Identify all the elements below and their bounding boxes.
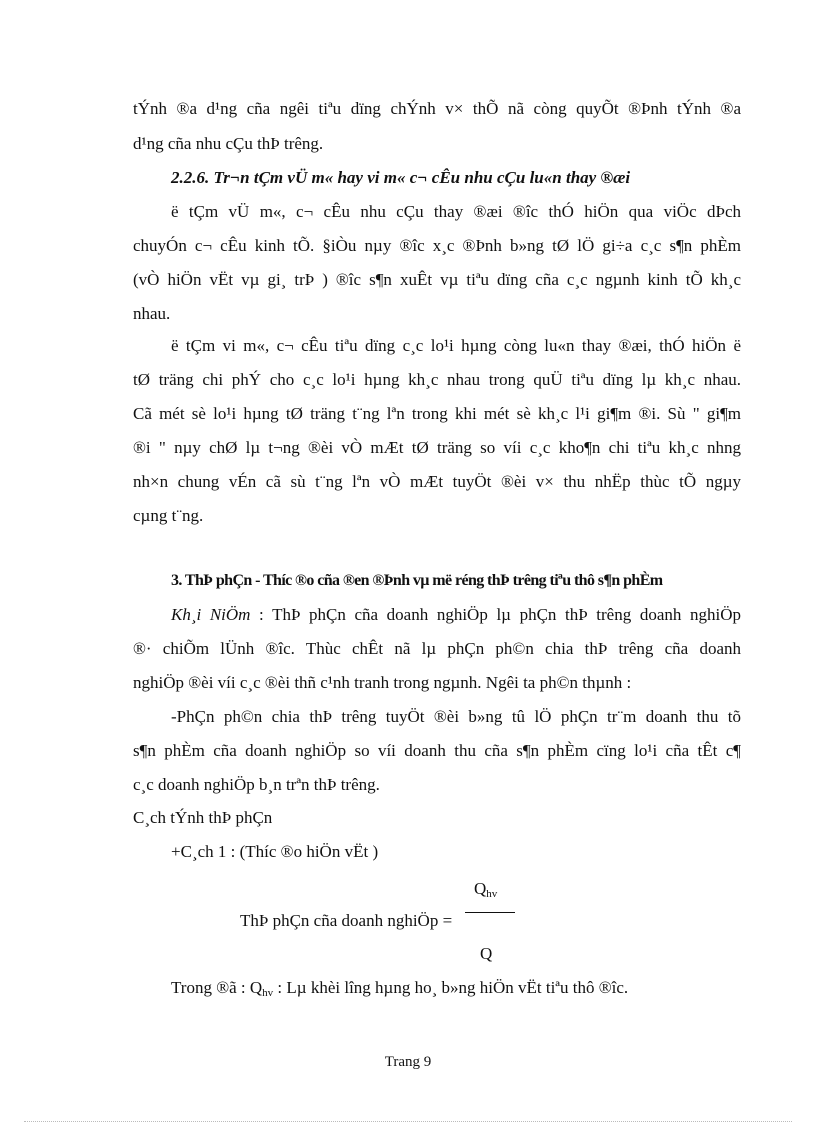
paragraph-line — [171, 977, 628, 1004]
paragraph-line: ®· chiÕm lÜnh ®îc. Thùc chÊt nã lµ phÇn ph©n chia thÞ trêng cña doanh — [133, 639, 741, 658]
page-number: Trang 9 — [384, 1054, 432, 1070]
formula-numerator-subscript: hv — [486, 888, 498, 900]
paragraph-line: nhau. — [133, 304, 171, 323]
paragraph-line: chuyÓn c¬ cÊu kinh tÕ. §iÒu nµy ®îc x¸c ®Þnh b»ng tØ lÖ gi÷a c¸c s¶n phÈm — [133, 236, 741, 255]
definition-text: : ThÞ phÇn cña doanh nghiÖp lµ phÇn thÞ trêng doanh nghiÖp — [250, 605, 741, 624]
section-heading-3: 3. ThÞ phÇn - Thíc ®o cña ®en ®Þnh vµ më réng thÞ trêng tiªu thô s¶n phÈm — [171, 572, 663, 589]
formula-numerator-symbol: Q — [474, 879, 487, 898]
paragraph-line: cµng t¨ng. — [133, 506, 204, 525]
paragraph-line: ë tÇm vÜ m«, c¬ cÊu nhu cÇu thay ®æi ®îc thÓ hiÖn qua viÖc dÞch — [171, 202, 741, 221]
paragraph-line: nghiÖp ®èi víi c¸c ®èi thñ c¹nh tranh trong ngµnh. Ngêi ta ph©n thµnh : — [133, 673, 632, 692]
paragraph-line: nh×n chung vÉn cã sù t¨ng lªn vÒ mÆt tuyÖt ®èi v× thu nhËp thùc tÕ ngµy — [133, 472, 741, 491]
paragraph-line: C¸ch tÝnh thÞ phÇn — [133, 808, 273, 827]
paragraph-line: ®i " nµy chØ lµ t¬ng ®èi vÒ mÆt tØ träng so víi c¸c kho¶n chi tiªu kh¸c nhng — [133, 438, 741, 457]
paragraph-line: tØ träng chi phÝ cho c¸c lo¹i hµng kh¸c nhau trong quÜ tiªu dïng lµ kh¸c nhau. — [133, 370, 741, 389]
paragraph-line: +C¸ch 1 : (Thíc ®o hiÖn vËt ) — [171, 842, 379, 861]
definition-term: Kh¸i NiÖm — [171, 605, 251, 624]
paragraph-line: ë tÇm vi m«, c¬ cÊu tiªu dïng c¸c lo¹i hµng còng lu«n thay ®æi, thÓ hiÖn ë — [171, 336, 741, 355]
paragraph-line: -PhÇn ph©n chia thÞ trêng tuyÖt ®èi b»ng tû lÖ phÇn tr¨m doanh thu tõ — [171, 707, 741, 726]
paragraph-line: d¹ng cña nhu cÇu thÞ trêng. — [133, 134, 324, 153]
paragraph-line: Cã mét sè lo¹i hµng tØ träng t¨ng lªn trong khi mét sè kh¸c l¹i gi¶m ®i. Sù " gi¶m — [133, 404, 741, 423]
section-heading-2-2-6: 2.2.6. Tr¬n tÇm vÜ m« hay vi m« c¬ cÊu nhu cÇu lu«n thay ®æi — [171, 168, 631, 187]
definition-prefix: Trong ®ã : Q — [171, 978, 263, 997]
fraction-bar — [465, 912, 515, 913]
definition-subscript: hv — [262, 987, 274, 999]
definition-line — [171, 604, 741, 626]
page-bottom-divider — [24, 1121, 792, 1122]
paragraph-line: c¸c doanh nghiÖp b¸n trªn thÞ trêng. — [133, 775, 380, 794]
formula-left: ThÞ phÇn cña doanh nghiÖp = — [240, 911, 453, 930]
formula-numerator — [474, 878, 497, 905]
formula-denominator: Q — [480, 944, 493, 963]
paragraph-line: (vÒ hiÖn vËt vµ gi¸ trÞ ) ®îc s¶n xuÊt vµ tiªu dïng cña c¸c ngµnh kinh tÕ kh¸c — [133, 270, 741, 289]
paragraph-line: s¶n phÈm cña doanh nghiÖp so víi doanh thu cña s¶n phÈm cïng lo¹i cña tÊt c¶ — [133, 741, 741, 760]
paragraph-line: tÝnh ®a d¹ng cña ngêi tiªu dïng chÝnh v× thÕ nã còng quyÕt ®Þnh tÝnh ®a — [133, 99, 741, 118]
definition-suffix: : Lµ khèi lîng hµng ho¸ b»ng hiÖn vËt tiªu thô ®îc. — [273, 978, 629, 997]
